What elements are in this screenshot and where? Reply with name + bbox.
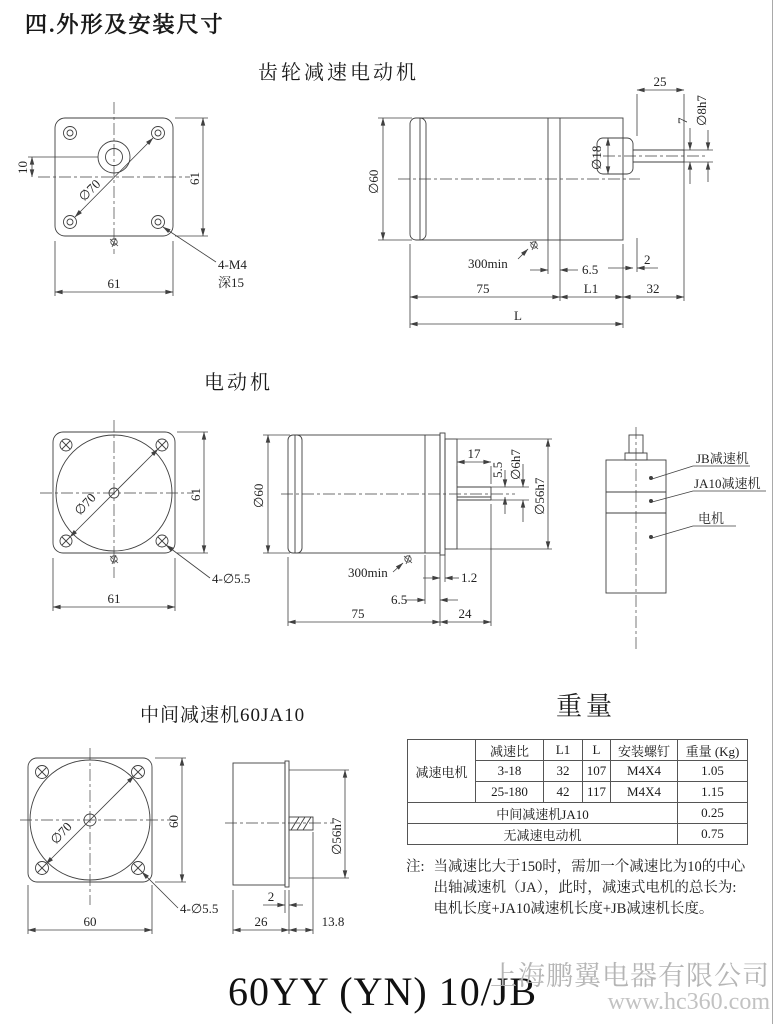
center-lines [28,102,190,254]
dim-bolt-circle: ∅70 [47,819,75,848]
table-row [408,824,748,845]
dim-32: 32 [646,281,660,296]
weight-table [407,739,748,845]
corner-hole [60,439,72,451]
table-group-label: 减速电机 [408,740,476,803]
ground-screw-icon [404,555,412,564]
dim-height: 61 [188,488,203,501]
gear-motor-title: 齿轮减速电动机 [258,62,419,84]
dim-shaft-dia: ∅8h7 [694,95,709,126]
note [406,857,745,920]
watermark [480,963,770,1014]
ja10-side-view [225,745,377,945]
center-lines [398,156,708,179]
cell-label: 无减速电动机 [408,824,678,845]
table-row [408,803,748,824]
dim-bolt-circle: ∅70 [75,176,104,205]
dim-body-dia: ∅60 [251,483,266,508]
body-outline [233,761,313,887]
dim-6-5: 6.5 [391,592,408,607]
col-header-weight: 重量 (Kg) [678,740,748,761]
dim-spigot-dia: ∅56h7 [532,477,547,515]
dimension-labels [15,161,247,291]
cell-weight: 1.05 [678,761,748,782]
cell-ratio: 25-180 [476,782,544,803]
dim-24: 24 [458,606,472,621]
dim-75: 75 [351,606,365,621]
dim-shaft-dia: ∅6h7 [508,449,523,480]
dim-5-5: 5.5 [490,461,505,478]
watermark-company: 上海鹏翼电器有限公司 [490,961,770,991]
dim-2: 2 [644,252,651,267]
cell-l: 107 [583,761,611,782]
note-prefix: 注: [406,859,425,875]
watermark-url: www.hc360.com [607,989,770,1015]
cell-ratio: 3-18 [476,761,544,782]
dim-hole-depth: 深15 [218,275,245,290]
assembly-stack-diagram [598,425,777,653]
dim-shaft-len: 25 [653,74,667,89]
dim-75: 75 [476,281,490,296]
page-border-line [772,0,773,1024]
dim-key-h: 7 [675,117,690,124]
dim-L: L [514,308,522,323]
cell-screw: M4X4 [611,761,678,782]
motor-label: 电机 [698,511,725,526]
corner-hole [36,766,49,779]
note-lines [434,857,746,920]
table-header-row [408,740,748,761]
dim-offset: 10 [15,161,30,174]
dim-17: 17 [467,446,481,461]
dim-6-5: 6.5 [582,262,599,277]
note-line: 出轴减速机（JA），此时，减速式电机的总长为: [433,880,737,896]
stack-labels [694,451,760,526]
dim-body-dia: ∅60 [366,169,381,194]
dim-holes: 4-M4 [218,257,247,272]
weight-title: 重量 [556,692,617,721]
ja10-title: 中间减速机60JA10 [140,705,306,726]
dimension-lines [378,90,713,328]
jb-reducer-label: JB减速机 [696,451,749,466]
dim-height: 61 [187,172,202,185]
dim-width: 61 [107,591,121,606]
dim-width: 61 [107,276,121,291]
model-code: 60YY (YN) 10/JB [228,969,538,1014]
lead-wire-label: 300min [468,256,508,271]
dim-spigot-dia: ∅56h7 [329,817,344,855]
col-header-l1: L1 [544,740,583,761]
dimension-lines [53,432,210,611]
motor-title: 电动机 [204,372,273,394]
gear-motor-front-view [15,96,268,310]
cell-screw: M4X4 [611,782,678,803]
dim-L1: L1 [583,281,599,296]
dim-holes: 4-∅5.5 [180,901,219,916]
ja10-reducer-label: JA10减速机 [694,476,761,491]
note-line: 当减速比大于150时，需加一个减速比为10的中心 [433,859,746,875]
motor-side-view [253,420,563,632]
dimension-lines [28,758,186,934]
dim-holes: 4-∅5.5 [212,571,251,586]
gear-motor-side-view [366,74,775,336]
cell-l: 117 [583,782,611,803]
dimension-labels [366,74,709,323]
cell-weight: 0.25 [678,803,748,824]
cell-weight: 1.15 [678,782,748,803]
dim-2: 2 [267,889,275,904]
note-line: 电机长度+JA10减速机长度+JB减速机长度。 [433,901,714,917]
cell-l1: 42 [544,782,583,803]
cell-weight: 0.75 [678,824,748,845]
center-lines [40,420,194,578]
col-header-screw: 安装螺钉 [611,740,678,761]
dim-bolt-circle: ∅70 [71,490,99,519]
col-header-ratio: 减速比 [476,740,544,761]
dimension-labels [255,817,345,929]
ground-screw-icon [530,241,538,250]
dim-26: 26 [254,914,268,929]
dim-boss-dia: ∅18 [589,145,604,170]
lead-wire-label: 300min [348,565,388,580]
page-title: 四.外形及安装尺寸 [25,12,225,37]
col-header-l: L [583,740,611,761]
motor-front-view [18,408,270,636]
dim-width: 60 [83,914,97,929]
dim-1-2: 1.2 [461,570,478,585]
cell-l1: 32 [544,761,583,782]
dim-13-8: 13.8 [321,914,345,929]
cell-label: 中间减速机JA10 [408,803,678,824]
dim-height: 60 [166,815,181,828]
